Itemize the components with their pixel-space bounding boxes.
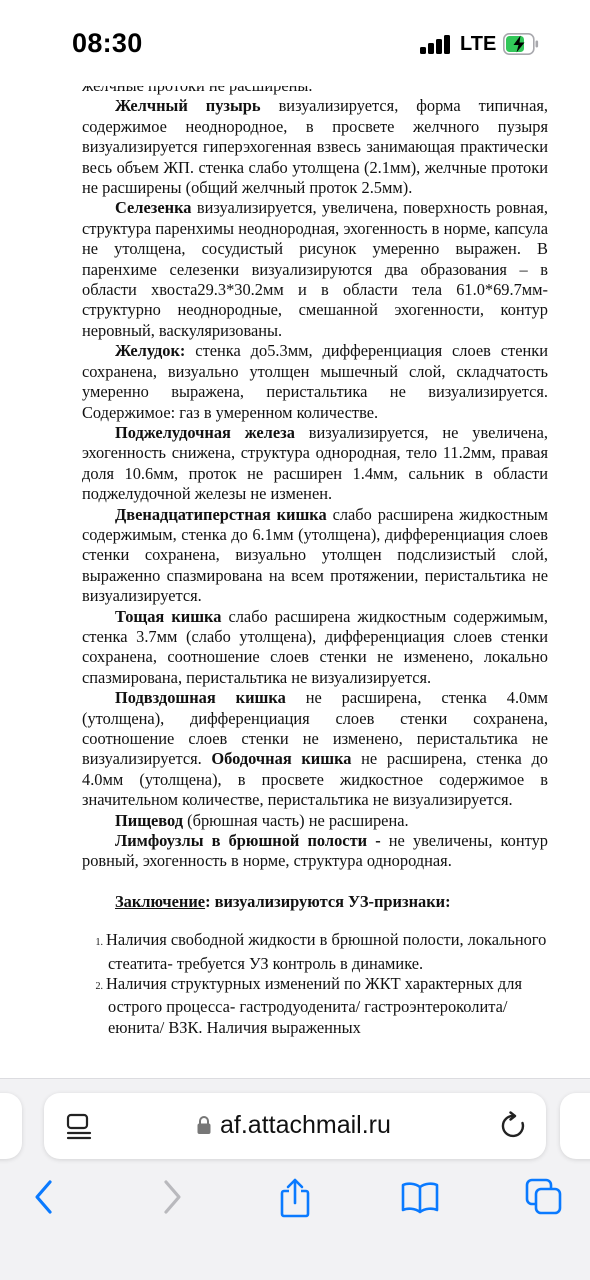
text-colon: не расширена, стенка до 4.0мм (утолщена), в просвете жидкостное содержимое в значительном количестве, перистальтика не визуализируется. bbox=[82, 749, 548, 810]
heading-duodenum: Двенадцатиперстная кишка bbox=[115, 504, 327, 524]
text-lymph-nodes: не увеличены, контур ровный, эхогенность в норме, структура однородная. bbox=[82, 831, 548, 871]
lock-icon bbox=[196, 1115, 212, 1135]
heading-spleen: Селезенка bbox=[115, 198, 192, 218]
paragraph-lymph-nodes bbox=[82, 831, 548, 872]
paragraph-ileum-colon bbox=[82, 688, 548, 810]
paragraph-spleen bbox=[82, 198, 548, 341]
heading-gallbladder: Желчный пузырь bbox=[115, 96, 261, 116]
list-text: Наличия свободной жидкости в брюшной полости, локального стеатита- требуется УЗ контроль в динамике. bbox=[106, 930, 547, 973]
text-stomach: стенка до5.3мм, дифференциация слоев стенки сохранена, визуально утолщен мышечный слой, складчатость умеренно выражена, перистальтика не визуализируется. Содержимое: газ в умеренном количестве. bbox=[82, 341, 548, 422]
heading-pancreas: Поджелудочная железа bbox=[115, 422, 295, 442]
heading-ileum: Подвздошная кишка bbox=[115, 688, 286, 708]
text-spleen: визуализируется, увеличена, поверхность ровная, структура паренхимы неоднородная, эхогенность в норме, капсула не утолщена, сосудистый рисунок умеренно выражен. В паренхиме селезенки визуализируются два образования – в области хвоста29.3*30.2мм и в области тела 61.0*69.7мм- структурно неоднородные, смешанной эхогенности, контур неровный, васкуляризованы. bbox=[82, 198, 548, 340]
text-pancreas: визуализируется, не увеличена, эхогенность снижена, структура однородная, тело 11.2мм, правая доля 10.6мм, проток не расширен 1.4мм, сальник в области поджелудочной железы не изменен. bbox=[82, 422, 549, 504]
conclusion-list bbox=[82, 930, 548, 1038]
signal-icon bbox=[420, 34, 452, 54]
battery-charging-icon bbox=[503, 33, 539, 55]
paragraph-jejunum bbox=[82, 607, 548, 689]
heading-stomach: Желудок: bbox=[115, 341, 186, 361]
text-duodenum: слабо расширена жидкостным содержимым, стенка до 6.1мм (утолщена), дифференциация слоев стенки сохранена, визуально утолщен подслизистый слой, выраженно спазмирована на всем протяжении, перистальтика не визуализируется. bbox=[82, 504, 548, 606]
heading-colon: Ободочная кишка bbox=[211, 749, 352, 769]
forward-icon[interactable] bbox=[160, 1177, 184, 1217]
paragraph-stomach bbox=[82, 341, 548, 423]
text-jejunum: слабо расширена жидкостным содержимым, стенка 3.7мм (слабо утолщена), дифференциация слоев стенки сохранена, соотношение слоев стенки не изменено, локально спазмирована, перистальтика не визуализируется. bbox=[82, 606, 548, 687]
list-text: Наличия структурных изменений по ЖКТ характерных для острого процесса- гастродуоденита/ гастроэнтероколита/ еюнита/ ВЗК. Наличия выраженных bbox=[106, 974, 522, 1037]
status-time: 08:30 bbox=[72, 28, 143, 58]
heading-lymph-nodes: Лимфоузлы в брюшной полости - bbox=[115, 831, 381, 851]
back-icon[interactable] bbox=[32, 1177, 56, 1217]
heading-jejunum: Тощая кишка bbox=[115, 606, 222, 626]
reload-icon[interactable] bbox=[500, 1111, 528, 1141]
list-number: 1. bbox=[95, 937, 103, 949]
paragraph-esophagus bbox=[82, 811, 548, 831]
reader-icon[interactable] bbox=[66, 1113, 92, 1141]
previous-tab-peek[interactable] bbox=[0, 1093, 22, 1159]
browser-toolbar bbox=[0, 1078, 590, 1280]
list-item bbox=[82, 930, 548, 974]
paragraph-duodenum bbox=[82, 505, 548, 607]
list-item bbox=[82, 974, 548, 1038]
heading-esophagus: Пищевод bbox=[115, 810, 184, 830]
text-gallbladder: визуализируется, форма типичная, содержимое неоднородное, в просвете желчного пузыря визуализируется гиперэхогенная взвесь занимающая практически весь объем ЖП. стенка слабо утолщена (2.1мм), желчные протоки не расширены (общий желчный проток 2.5мм). bbox=[82, 96, 548, 198]
document-page bbox=[82, 76, 548, 1038]
tabs-icon[interactable] bbox=[524, 1177, 564, 1217]
paragraph-pancreas bbox=[82, 423, 548, 505]
bookmarks-icon[interactable] bbox=[400, 1177, 440, 1217]
url-text[interactable]: af.attachmail.ru bbox=[220, 1111, 391, 1139]
paragraph-gallbladder bbox=[82, 96, 548, 198]
network-label: LTE bbox=[460, 33, 497, 55]
conclusion-rest: : визуализируются УЗ-признаки: bbox=[205, 891, 451, 911]
next-tab-peek[interactable] bbox=[560, 1093, 590, 1159]
address-bar[interactable] bbox=[44, 1093, 546, 1159]
conclusion-label: Заключение bbox=[115, 891, 206, 911]
list-number: 2. bbox=[95, 981, 103, 993]
conclusion-heading bbox=[82, 892, 548, 912]
share-icon[interactable] bbox=[278, 1177, 312, 1219]
text-esophagus: (брюшная часть) не расширена. bbox=[183, 810, 409, 830]
text-ileum: не расширена, стенка 4.0мм (утолщена), дифференциация слоев стенки сохранена, соотношение слоев стенки не изменено, перистальтика не визуализируется. bbox=[82, 688, 548, 769]
status-bar bbox=[0, 0, 590, 86]
